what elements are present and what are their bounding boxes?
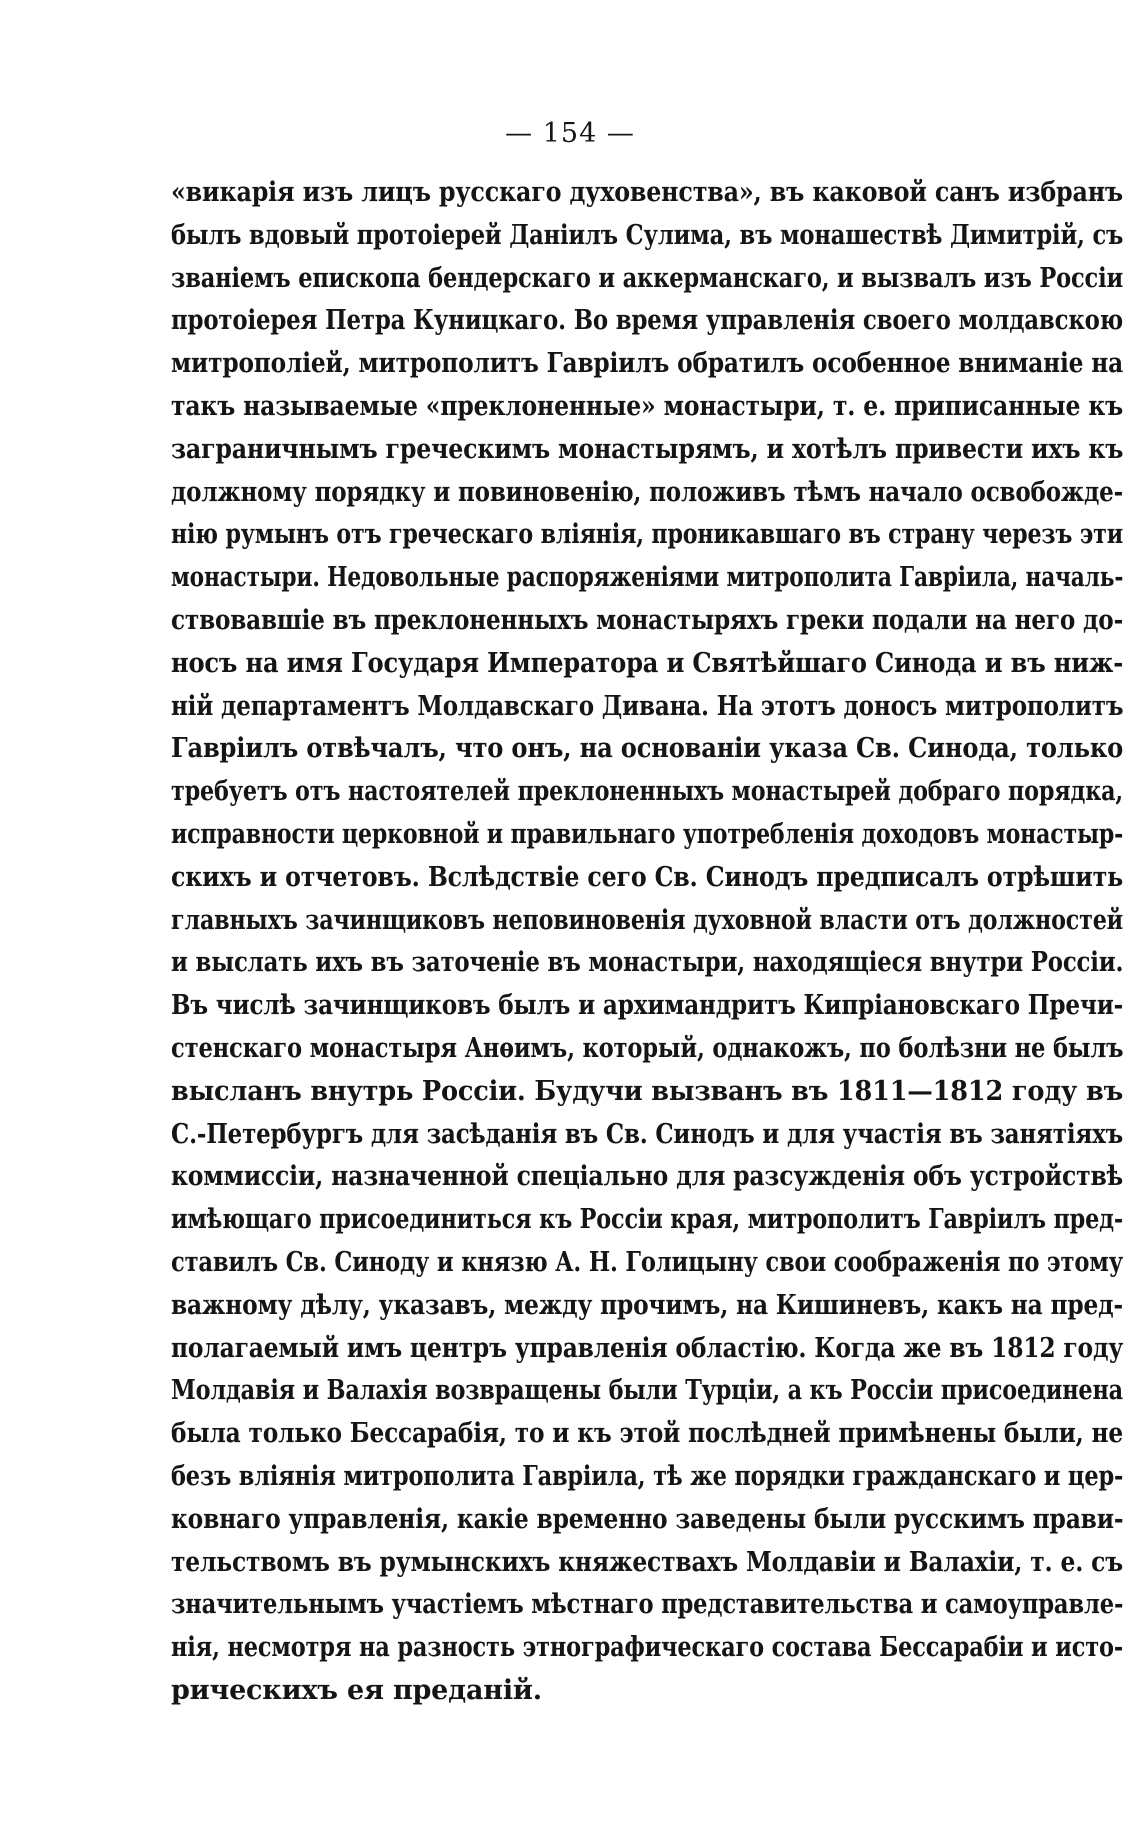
text-line: высланъ внутрь Россіи. Будучи вызванъ въ 1811—1812 году въ [171,1075,1123,1107]
text-line: значительнымъ участіемъ мѣстнаго представительства и самоуправле- [171,1589,1124,1621]
body-text [171,172,1123,1713]
text-line: былъ вдовый протоіерей Даніилъ Сулима, въ монашествѣ Димитрій, съ [171,219,1124,251]
text-line: должному порядку и повиновенію, положивъ тѣмъ начало освобожде- [171,476,1123,508]
text-line: имѣющаго присоединиться къ Россіи края, митрополитъ Гавріилъ пред- [171,1204,1123,1236]
text-line: коммиссіи, назначенной спеціально для разсужденія объ устройствѣ [171,1161,1123,1193]
text-line: С.-Петербургъ для засѣданія въ Св. Синодъ и для участія въ занятіяхъ [171,1118,1123,1150]
text-line: Молдавія и Валахія возвращены были Турціи, а къ Россіи присоединена [171,1375,1123,1407]
text-line: ствовавшіе въ преклоненныхъ монастыряхъ греки подали на него до- [171,604,1123,636]
text-line: нія, несмотря на разность этнографическаго состава Бессарабіи и исто- [171,1632,1123,1664]
text-line: ній департаментъ Молдавскаго Дивана. На этотъ доносъ митрополитъ [171,690,1124,722]
text-line: и выслать ихъ въ заточеніе въ монастыри, находящіеся внутри Россіи. [171,947,1124,979]
text-line: ковнаго управленія, какіе временно заведены были русскимъ прави- [171,1503,1124,1535]
text-line: полагаемый имъ центръ управленія областію. Когда же въ 1812 году [171,1332,1124,1364]
text-line: безъ вліянія митрополита Гавріила, тѣ же порядки гражданскаго и цер- [171,1460,1124,1492]
page-number: — 154 — [505,118,635,149]
text-line: заграничнымъ греческимъ монастырямъ, и хотѣлъ привести ихъ къ [171,433,1124,465]
text-line: важному дѣлу, указавъ, между прочимъ, на Кишиневъ, какъ на пред- [171,1289,1123,1321]
text-line: скихъ и отчетовъ. Вслѣдствіе сего Св. Синодъ предписалъ отрѣшить [171,861,1123,893]
text-line: такъ называемые «преклоненные» монастыри, т. е. приписанные къ [171,390,1123,422]
text-line: тельствомъ въ румынскихъ княжествахъ Молдавіи и Валахіи, т. е. съ [171,1546,1123,1578]
text-line: протоіерея Петра Куницкаго. Во время управленія своего молдавскою [171,305,1123,337]
text-line: ставилъ Св. Синоду и князю А. Н. Голицыну свои соображенія по этому [171,1246,1123,1278]
text-line: требуетъ отъ настоятелей преклоненныхъ монастырей добраго порядка, [171,776,1123,808]
text-line: званіемъ епископа бендерскаго и аккерманскаго, и вызвалъ изъ Россіи [171,262,1124,294]
text-line: рическихъ ея преданій. [171,1674,542,1706]
text-line: монастыри. Недовольные распоряженіями митрополита Гавріила, началь- [171,562,1124,594]
text-line: митрополіей, митрополитъ Гавріилъ обратилъ особенное вниманіе на [171,348,1123,380]
text-line: «викарія изъ лицъ русскаго духовенства», въ каковой санъ избранъ [171,177,1123,208]
text-line: была только Бессарабія, то и къ этой послѣдней примѣнены были, не [171,1418,1123,1450]
text-line: Гавріилъ отвѣчалъ, что онъ, на основаніи указа Св. Синода, только [171,733,1123,765]
text-line: нію румынъ отъ греческаго вліянія, проникавшаго въ страну черезъ эти [171,519,1123,551]
text-line: главныхъ зачинщиковъ неповиновенія духовной власти отъ должностей [171,904,1123,936]
text-line: стенскаго монастыря Анѳимъ, который, однакожъ, по болѣзни не былъ [171,1032,1124,1064]
text-line: исправности церковной и правильнаго употребленія доходовъ монастыр- [171,818,1124,850]
text-line: носъ на имя Государя Императора и Святѣйшаго Синода и въ ниж- [171,647,1124,679]
text-line: Въ числѣ зачинщиковъ былъ и архимандритъ Кипріановскаго Пречи- [171,990,1124,1022]
